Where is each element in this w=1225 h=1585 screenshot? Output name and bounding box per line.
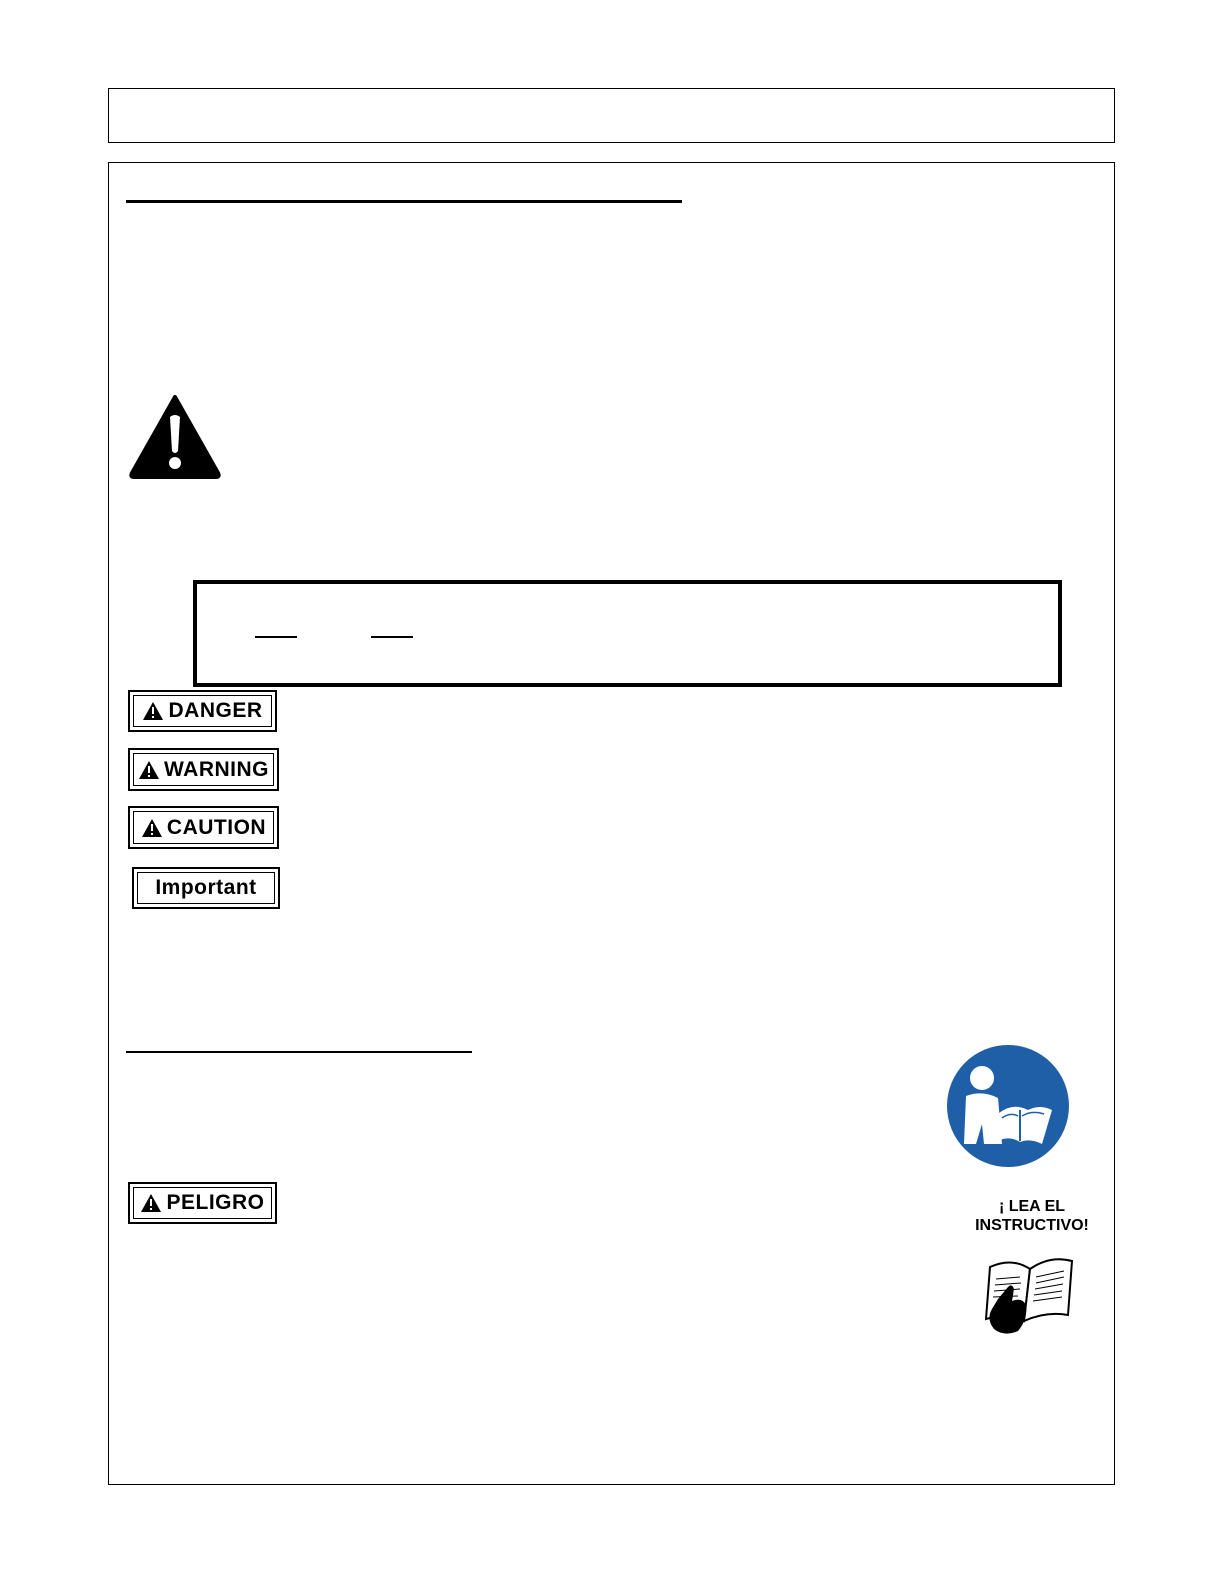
section-title-rule — [126, 200, 682, 203]
lea-el-text: ¡ LEA EL — [998, 1198, 1066, 1215]
peligro-signal-label — [128, 1182, 277, 1224]
notice-underline-2 — [371, 636, 413, 638]
instructivo-text: INSTRUCTIVO! — [975, 1217, 1089, 1234]
caution-signal-text: CAUTION — [166, 815, 267, 839]
safety-alert-triangle-icon — [141, 818, 163, 838]
warning-signal-text: WARNING — [164, 757, 269, 781]
peligro-signal-text: PELIGRO — [166, 1191, 265, 1214]
subsection-title-rule — [126, 1051, 472, 1053]
safety-alert-triangle-icon — [140, 1193, 162, 1213]
notice-box — [193, 580, 1062, 687]
danger-signal-label — [128, 690, 277, 732]
important-signal-label — [132, 867, 280, 909]
safety-alert-triangle-icon — [128, 393, 222, 484]
safety-alert-triangle-icon — [142, 701, 164, 721]
important-signal-text: Important — [155, 876, 257, 899]
read-manual-spanish-block — [968, 1197, 1096, 1335]
safety-alert-triangle-icon — [138, 760, 160, 780]
caution-signal-label — [128, 806, 279, 849]
danger-signal-text: DANGER — [168, 699, 263, 722]
read-manual-icon — [946, 1044, 1070, 1173]
warning-signal-label — [128, 748, 279, 791]
page-header-box — [108, 88, 1115, 143]
read-manual-book-hand-icon — [968, 1239, 1096, 1335]
notice-underline-1 — [255, 636, 297, 638]
